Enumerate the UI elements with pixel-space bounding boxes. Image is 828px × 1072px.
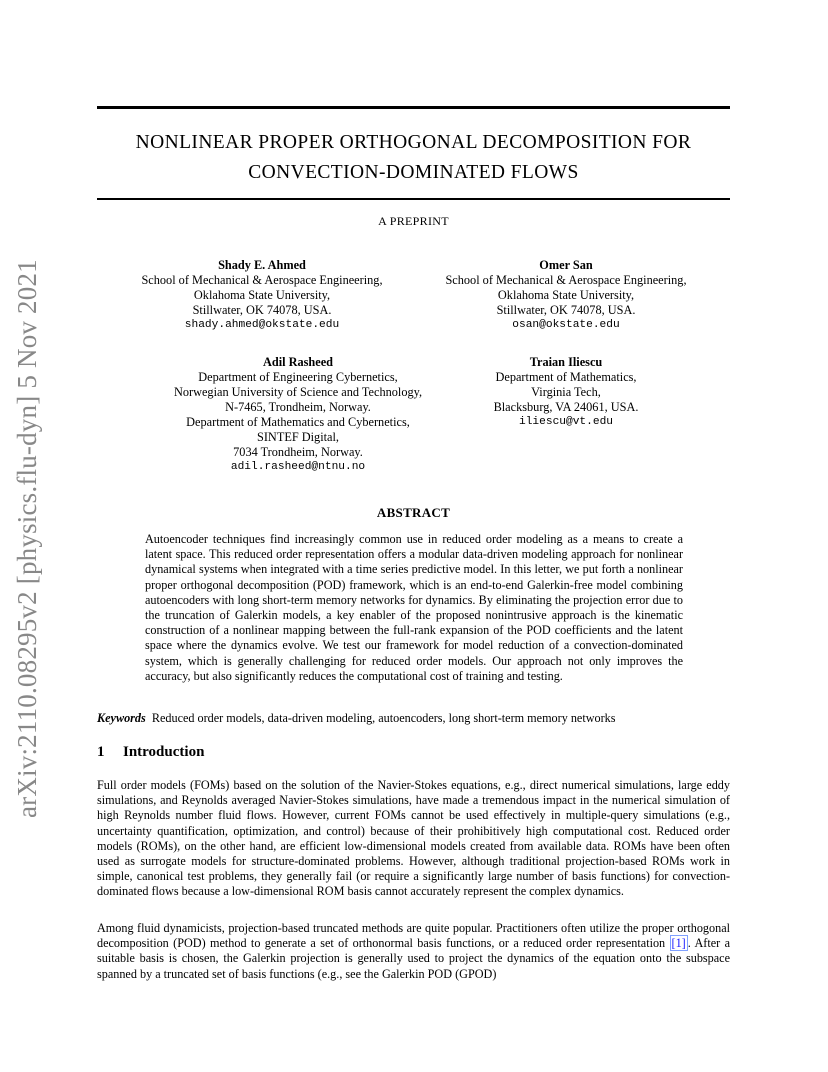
paragraph-text: Among fluid dynamicists, projection-based truncated methods are quite popular. Practitioners often utilize the proper orthogonal decomposition (POD) method to generate a set of orthonormal basis functions, or a reduced order representation <box>97 921 730 951</box>
author-affiliation-line: Norwegian University of Science and Technology, <box>173 385 423 399</box>
author-affiliation-line: 7034 Trondheim, Norway. <box>233 445 363 459</box>
author-affiliation-line: Department of Engineering Cybernetics, <box>198 370 398 384</box>
abstract-heading: ABSTRACT <box>376 505 451 520</box>
author-affiliation-line: Oklahoma State University, <box>497 288 635 302</box>
paper-title-line-2: CONVECTION-DOMINATED FLOWS <box>248 162 579 183</box>
preprint-label: A PREPRINT <box>378 214 449 228</box>
paper-title-line-1: NONLINEAR PROPER ORTHOGONAL DECOMPOSITION FOR <box>135 132 692 153</box>
keywords <box>97 711 730 726</box>
section-number: 1 <box>97 744 105 760</box>
author-email: adil.rasheed@ntnu.no <box>230 461 366 473</box>
author-block-san <box>421 258 711 333</box>
author-affiliation-line: School of Mechanical & Aerospace Engineering, <box>141 273 383 287</box>
citation-link[interactable]: [1] <box>671 936 686 951</box>
author-affiliation-line: Oklahoma State University, <box>193 288 331 302</box>
keywords-text: Reduced order models, data-driven modeling, autoencoders, long short-term memory networks <box>151 711 616 725</box>
author-block-ahmed <box>117 258 407 333</box>
abstract-text: Autoencoder techniques find increasingly common use in reduced order modeling as a means to create a latent space. This reduced order representation offers a modular data-driven modeling approach for nonlinear dynamical systems when integrated with a time series predictive model. In this letter, we put forth a nonlinear proper orthogonal decomposition (POD) framework, which is an end-to-end Galerkin-free model combining autoencoders with long short-term memory networks for dynamics. By eliminating the projection error due to the truncation of Galerkin models, a key enabler of the proposed nonintrusive approach is the kinematic construction of a nonlinear mapping between the full-rank expansion of the POD coefficients and the latent space where the dynamics evolve. We test our framework for model reduction of a convection-dominated system, which is generally challenging for reduced order models. Our approach not only improves the accuracy, but also significantly reduces the computational cost of training and testing. <box>145 532 683 683</box>
author-affiliation-line: School of Mechanical & Aerospace Engineering, <box>445 273 687 287</box>
paragraph-text: . After a suitable basis is chosen, the Galerkin projection is generally used to project the dynamics of the equation onto the subspace spanned by a truncated set of basis functions (e.g., see the Galerkin POD (GPOD) <box>97 936 730 981</box>
author-email: iliescu@vt.edu <box>519 416 613 428</box>
author-affiliation-line: Department of Mathematics and Cybernetics, <box>186 415 410 429</box>
keywords-label: Keywords <box>97 711 146 725</box>
author-name: Omer San <box>539 258 593 272</box>
author-block-iliescu <box>466 355 666 430</box>
author-affiliation-line: Stillwater, OK 74078, USA. <box>192 303 332 317</box>
author-block-rasheed <box>142 355 454 475</box>
author-affiliation-line: N-7465, Trondheim, Norway. <box>225 400 371 414</box>
section-title: Introduction <box>123 744 205 760</box>
author-affiliation-line: Department of Mathematics, <box>495 370 637 384</box>
author-email: osan@okstate.edu <box>512 319 620 331</box>
intro-paragraph-1: Full order models (FOMs) based on the solution of the Navier-Stokes equations, e.g., direct numerical simulations, large eddy simulations, and Reynolds averaged Navier-Stokes simulations, have made a tremendous impact in the numerical simulation of high Reynolds number fluid flows. However, current FOMs cannot be used effectively in multiple-query simulations (e.g., uncertainty quantification, optimization, and control) because of their prohibitively high computational cost. Reduced order models (ROMs), on the other hand, are efficient low-dimensional models created from available data. ROMs have been often used as surrogate models for structure-dominated problems. However, although traditional projection-based ROMs work in simple, canonical test problems, they generally fail (or require a significantly large number of basis functions) for convection-dominated flows because a low-dimensional ROM basis cannot accurately represent the complex dynamics. <box>97 778 730 899</box>
paper-title <box>97 128 730 188</box>
author-name: Shady E. Ahmed <box>218 258 306 272</box>
author-affiliation-line: Virginia Tech, <box>531 385 601 399</box>
intro-paragraph-2 <box>97 921 730 982</box>
author-email: shady.ahmed@okstate.edu <box>184 319 340 331</box>
author-affiliation-line: Blacksburg, VA 24061, USA. <box>493 400 639 414</box>
section-heading-introduction <box>97 744 204 761</box>
author-affiliation-line: SINTEF Digital, <box>257 430 339 444</box>
title-top-rule <box>97 106 730 109</box>
author-affiliation-line: Stillwater, OK 74078, USA. <box>496 303 636 317</box>
arxiv-identifier: arXiv:2110.08295v2 [physics.flu-dyn] 5 Nov 2021 <box>12 259 42 818</box>
title-bottom-rule <box>97 198 730 200</box>
author-name: Adil Rasheed <box>262 355 334 369</box>
author-name: Traian Iliescu <box>529 355 603 369</box>
